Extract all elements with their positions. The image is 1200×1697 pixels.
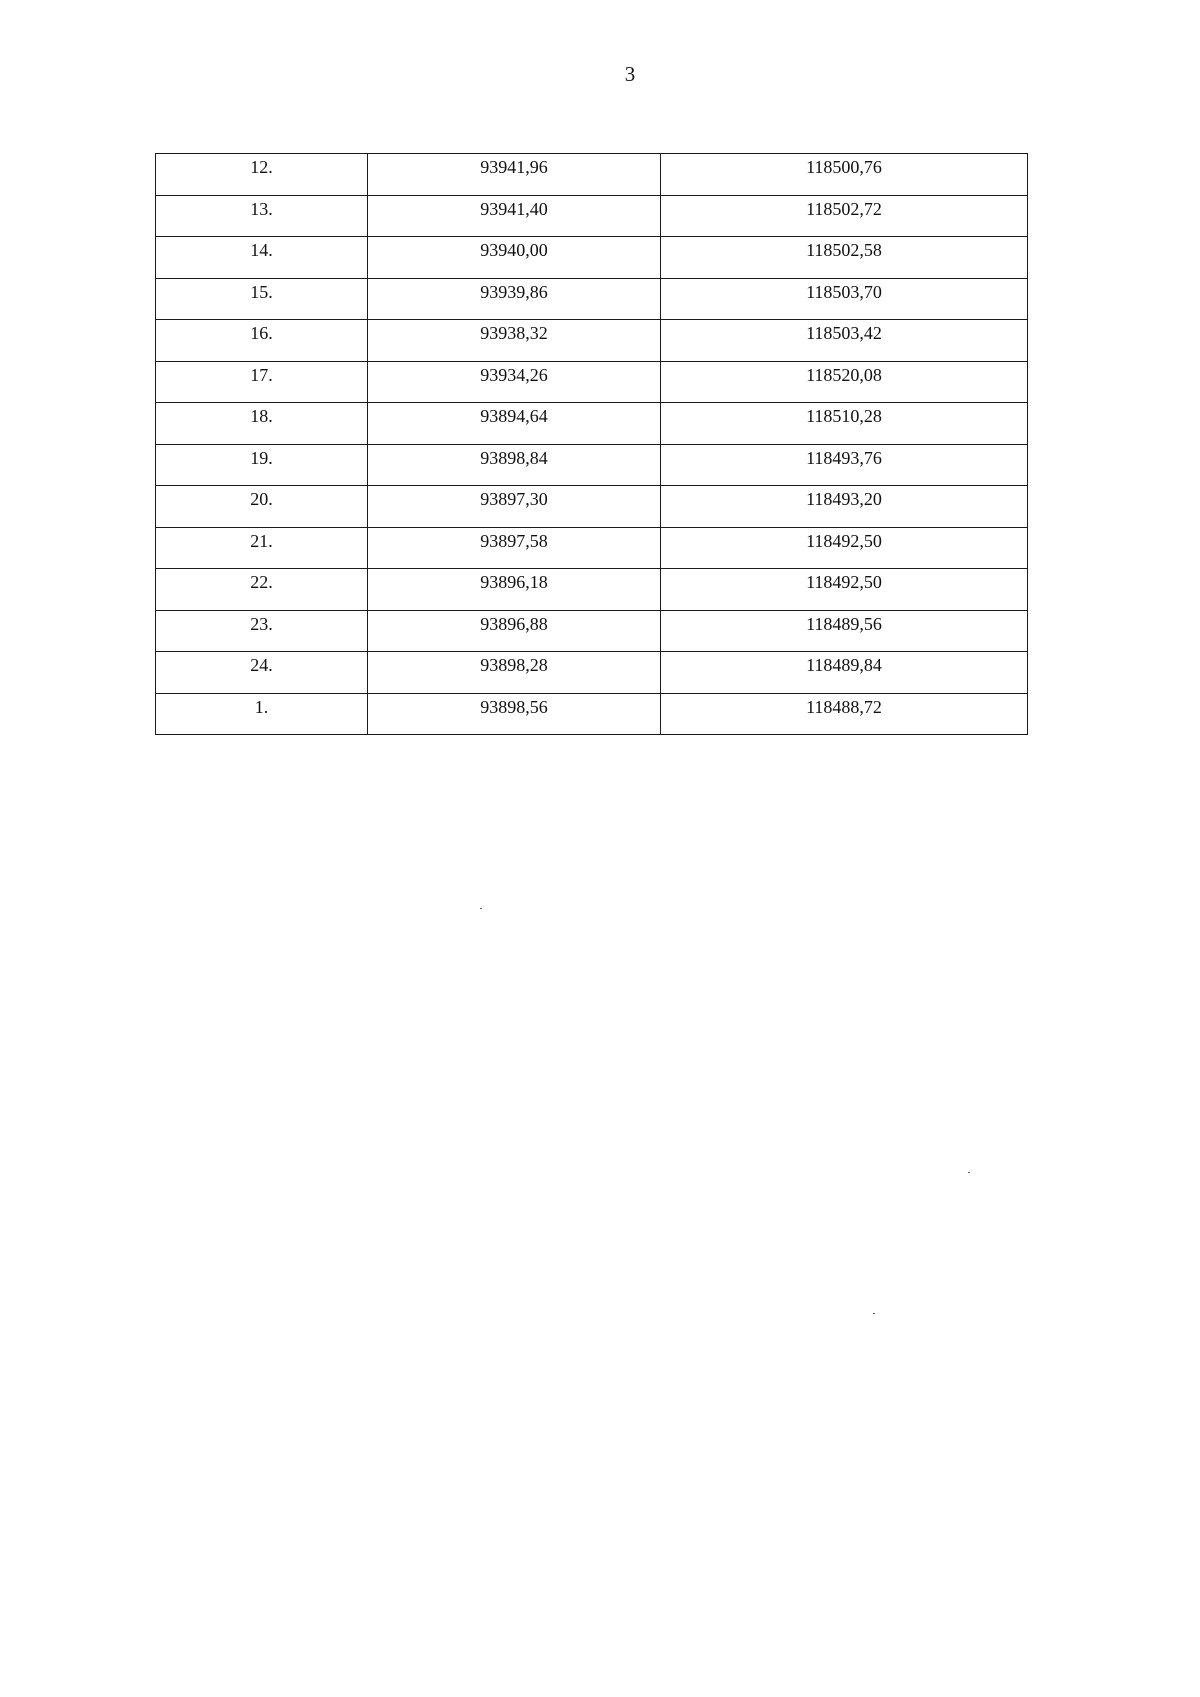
x-coordinate-cell-text: 93898,84 — [480, 447, 548, 468]
x-coordinate-cell-text: 93941,40 — [480, 198, 548, 219]
table-row — [156, 527, 1028, 569]
y-coordinate-cell — [661, 610, 1028, 652]
coordinates-table-body — [156, 154, 1028, 735]
point-number-cell — [156, 195, 368, 237]
scan-speck — [968, 1172, 970, 1173]
point-number-cell — [156, 652, 368, 694]
table-row — [156, 693, 1028, 735]
y-coordinate-cell-text: 118502,58 — [806, 240, 882, 260]
x-coordinate-cell — [368, 361, 661, 403]
y-coordinate-cell-text: 118492,50 — [806, 530, 882, 551]
x-coordinate-cell-text: 93898,28 — [480, 655, 548, 675]
scan-speck — [873, 1313, 875, 1314]
point-number-cell-text: 22. — [250, 572, 273, 592]
point-number-cell — [156, 610, 368, 652]
y-coordinate-cell-text: 118520,08 — [806, 364, 882, 385]
x-coordinate-cell-text: 93897,30 — [480, 489, 548, 509]
table-row — [156, 278, 1028, 320]
point-number-cell — [156, 403, 368, 445]
y-coordinate-cell-text: 118493,20 — [806, 489, 882, 509]
x-coordinate-cell — [368, 652, 661, 694]
point-number-cell-text: 24. — [250, 655, 273, 675]
table-row — [156, 154, 1028, 196]
y-coordinate-cell — [661, 652, 1028, 694]
table-row — [156, 569, 1028, 611]
y-coordinate-cell — [661, 195, 1028, 237]
point-number-cell — [156, 361, 368, 403]
point-number-cell-text: 12. — [250, 157, 273, 177]
x-coordinate-cell-text: 93896,88 — [480, 613, 548, 634]
x-coordinate-cell — [368, 569, 661, 611]
y-coordinate-cell — [661, 320, 1028, 362]
x-coordinate-cell-text: 93940,00 — [480, 240, 548, 260]
y-coordinate-cell — [661, 278, 1028, 320]
y-coordinate-cell — [661, 154, 1028, 196]
x-coordinate-cell-text: 93941,96 — [480, 157, 548, 177]
y-coordinate-cell-text: 118489,56 — [806, 613, 882, 634]
table-row — [156, 444, 1028, 486]
point-number-cell-text: 23. — [250, 613, 273, 634]
y-coordinate-cell — [661, 693, 1028, 735]
y-coordinate-cell-text: 118492,50 — [806, 572, 882, 592]
point-number-cell — [156, 527, 368, 569]
x-coordinate-cell-text: 93897,58 — [480, 530, 548, 551]
x-coordinate-cell-text: 93939,86 — [480, 281, 548, 302]
point-number-cell-text: 16. — [250, 323, 273, 343]
x-coordinate-cell — [368, 237, 661, 279]
scan-speck — [480, 908, 482, 909]
point-number-cell-text: 21. — [250, 530, 273, 551]
point-number-cell — [156, 444, 368, 486]
x-coordinate-cell — [368, 444, 661, 486]
coordinates-table — [155, 153, 1028, 735]
point-number-cell-text: 1. — [254, 696, 269, 717]
point-number-cell-text: 19. — [250, 447, 273, 468]
y-coordinate-cell — [661, 527, 1028, 569]
y-coordinate-cell-text: 118493,76 — [806, 447, 882, 468]
y-coordinate-cell-text: 118503,70 — [806, 281, 882, 302]
y-coordinate-cell-text: 118500,76 — [806, 157, 882, 177]
x-coordinate-cell-text: 93898,56 — [480, 696, 548, 717]
point-number-cell — [156, 569, 368, 611]
table-row — [156, 195, 1028, 237]
x-coordinate-cell — [368, 693, 661, 735]
x-coordinate-cell — [368, 278, 661, 320]
x-coordinate-cell — [368, 403, 661, 445]
point-number-cell-text: 13. — [250, 198, 273, 219]
table-row — [156, 652, 1028, 694]
point-number-cell-text: 17. — [250, 364, 273, 385]
point-number-cell — [156, 237, 368, 279]
y-coordinate-cell-text: 118503,42 — [806, 323, 882, 343]
point-number-cell — [156, 278, 368, 320]
y-coordinate-cell-text: 118502,72 — [806, 198, 882, 219]
y-coordinate-cell-text: 118489,84 — [806, 655, 882, 675]
point-number-cell — [156, 486, 368, 528]
x-coordinate-cell — [368, 527, 661, 569]
y-coordinate-cell — [661, 361, 1028, 403]
x-coordinate-cell-text: 93896,18 — [480, 572, 548, 592]
point-number-cell — [156, 320, 368, 362]
table-row — [156, 237, 1028, 279]
x-coordinate-cell — [368, 154, 661, 196]
point-number-cell-text: 20. — [250, 489, 273, 509]
y-coordinate-cell-text: 118488,72 — [806, 696, 882, 717]
x-coordinate-cell-text: 93894,64 — [480, 406, 548, 426]
x-coordinate-cell-text: 93938,32 — [480, 323, 548, 343]
x-coordinate-cell-text: 93934,26 — [480, 364, 548, 385]
y-coordinate-cell — [661, 569, 1028, 611]
y-coordinate-cell — [661, 444, 1028, 486]
x-coordinate-cell — [368, 486, 661, 528]
table-row — [156, 320, 1028, 362]
table-row — [156, 486, 1028, 528]
y-coordinate-cell — [661, 486, 1028, 528]
point-number-cell — [156, 693, 368, 735]
page-number: 3 — [624, 62, 636, 86]
y-coordinate-cell — [661, 403, 1028, 445]
y-coordinate-cell — [661, 237, 1028, 279]
x-coordinate-cell — [368, 195, 661, 237]
y-coordinate-cell-text: 118510,28 — [806, 406, 882, 426]
table-row — [156, 361, 1028, 403]
x-coordinate-cell — [368, 610, 661, 652]
point-number-cell-text: 18. — [250, 406, 273, 426]
point-number-cell-text: 15. — [250, 281, 273, 302]
x-coordinate-cell — [368, 320, 661, 362]
table-row — [156, 403, 1028, 445]
table-row — [156, 610, 1028, 652]
point-number-cell-text: 14. — [250, 240, 273, 260]
point-number-cell — [156, 154, 368, 196]
